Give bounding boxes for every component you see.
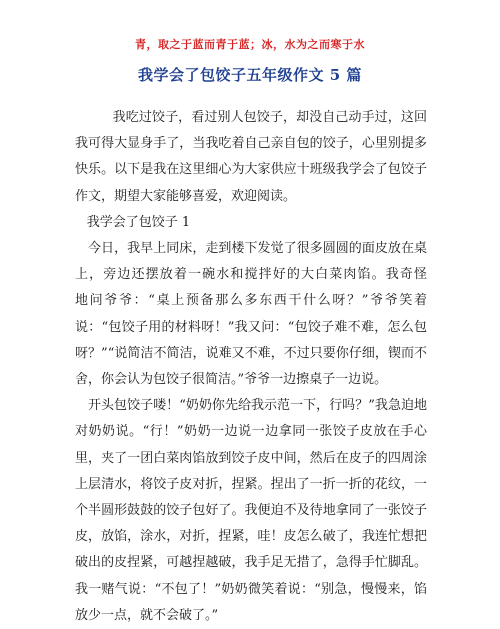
motto-header: 青，取之于蓝而青于蓝；冰，水为之而寒于水: [135, 38, 365, 51]
section-heading: 我学会了包饺子 1: [86, 214, 191, 230]
document-title: 我学会了包饺子五年级作文 5 篇: [138, 66, 362, 84]
body-paragraph: 今日，我早上同床，走到楼下发觉了很多圆圆的面皮放在桌上，旁边还摆放着一碗水和搅拌好的大白菜肉馅。我奇怪 地问爷爷：“桌上预备那么多东西干什么呀？”爷爷笑着说：“包饺子用的材料呀！”我又问：“包饺子难不难，怎么包呀？”“说简洁不简洁，说难又不难，不过只要你仔细，锲而不舍，你会认为包饺子很简洁。”爷爷一边擦桌子一边说。: [75, 241, 445, 388]
intro-paragraph: 我吃过饺子，看过别人包饺子，却没自己动手过，这回我可得大显身手了，当我吃着自己亲自包的饺子，心里别提多快乐。以下是我在这里细心为大家供应十班级我学会了包饺子作文，期望大家能够喜爱，欢迎阅读。: [75, 110, 427, 204]
document-body: [75, 105, 445, 629]
body-paragraph: 开头包饺子喽！“奶奶你先给我示范一下，行吗？”我急迫地对奶奶说。“行！”奶奶一边说一边拿同一张饺子皮放在手心里，夹了一团白菜肉馅放到饺子皮中间，然后在皮子的四周涂上层清水，将饺子皮对折，捏紧。捏出了一折一折的花纹，一个半圆形鼓鼓的饺子包好了。我便迫不及待地拿同了一张饺子皮，放馅，涂水，对折，捏紧，哇！皮怎么破了，我连忙想把破出的皮捏紧，可越捏越破，我手足无措了，急得手忙脚乱。我一赌气说：“不包了！”奶奶微笑着说：“别急，慢慢来，馅放少一点，就不会破了。”: [75, 398, 427, 623]
